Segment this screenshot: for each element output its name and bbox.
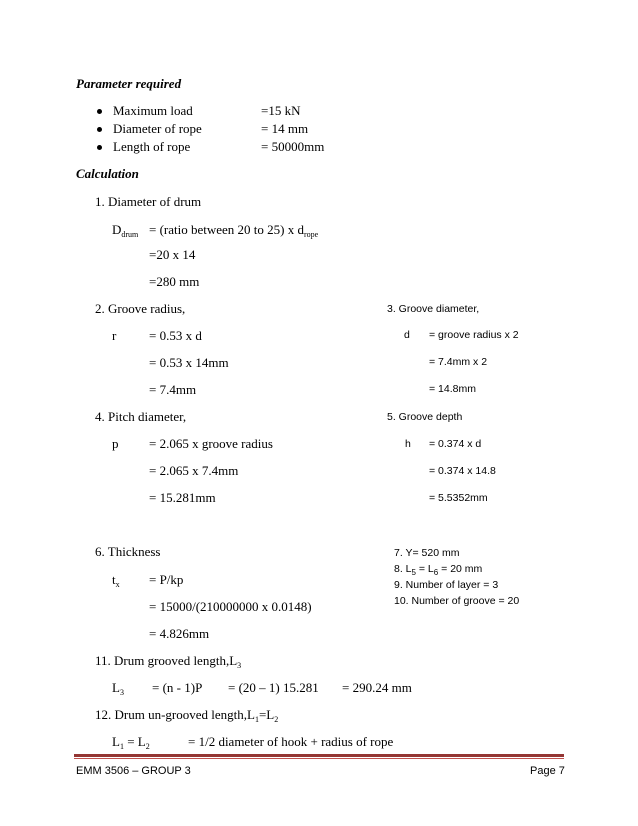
formula-variable — [112, 572, 120, 589]
formula-line: = (20 – 1) 15.281 — [228, 680, 319, 695]
variable-symbol: t — [112, 572, 116, 587]
param-value: = 50000mm — [261, 139, 325, 154]
step-title — [95, 653, 242, 670]
variable-subscript: drum — [121, 230, 139, 239]
list-subscript: 5 — [411, 568, 416, 577]
variable-symbol: = L — [123, 734, 146, 749]
formula-line: = 4.826mm — [149, 626, 210, 641]
title-text: 12. Drum un-grooved length,L — [95, 707, 255, 722]
bullet-icon — [97, 145, 102, 150]
bullet-icon — [97, 109, 102, 114]
formula-variable: h — [405, 438, 411, 450]
calculation-heading: Calculation — [76, 166, 139, 181]
formula-line: = 7.4mm x 2 — [429, 356, 488, 368]
title-subscript: 1 — [254, 715, 259, 724]
formula-line: = 15.281mm — [149, 490, 216, 505]
list-item: 9. Number of layer = 3 — [394, 579, 499, 591]
formula-variable: d — [404, 329, 410, 341]
formula-line: = 14.8mm — [429, 383, 476, 395]
formula-subscript: rope — [303, 230, 319, 239]
formula-line: = P/kp — [149, 572, 184, 587]
title-subscript: 2 — [274, 715, 279, 724]
formula-line: = 15000/(210000000 x 0.0148) — [149, 599, 312, 614]
parameter-heading: Parameter required — [76, 76, 182, 91]
formula-line: = groove radius x 2 — [429, 329, 519, 341]
list-item: 10. Number of groove = 20 — [394, 595, 520, 607]
footer-rule-thick — [74, 754, 564, 757]
param-value: =15 kN — [261, 103, 301, 118]
formula-line: = 5.5352mm — [429, 492, 488, 504]
list-subscript: 6 — [433, 568, 439, 577]
step-title: 6. Thickness — [95, 544, 161, 559]
list-text: = L — [415, 563, 434, 575]
list-item: 7. Y= 520 mm — [394, 547, 460, 559]
title-subscript: 3 — [237, 661, 242, 670]
page-number: Page 7 — [530, 765, 565, 777]
footer-left-text: EMM 3506 – GROUP 3 — [76, 765, 191, 777]
step-title: 1. Diameter of drum — [95, 194, 202, 209]
formula-line: = 2.065 x groove radius — [149, 436, 273, 451]
formula-variable — [112, 222, 139, 239]
formula-line: = 0.53 x d — [149, 328, 202, 343]
formula-text: = (ratio between 20 to 25) x d — [149, 222, 304, 237]
formula-line: = 7.4mm — [149, 382, 197, 397]
variable-subscript: 3 — [119, 688, 124, 697]
formula-line: = 2.065 x 7.4mm — [149, 463, 239, 478]
variable-symbol: L — [112, 734, 120, 749]
list-text: = 20 mm — [438, 563, 483, 575]
variable-symbol: D — [112, 222, 122, 237]
step-title — [95, 707, 279, 724]
list-text: 8. L — [394, 563, 412, 575]
formula-line: = 0.53 x 14mm — [149, 355, 229, 370]
bullet-icon — [97, 127, 102, 132]
list-item — [394, 564, 482, 575]
title-text: =L — [258, 707, 275, 722]
param-label: Length of rope — [113, 139, 191, 154]
param-label: Diameter of rope — [113, 121, 202, 136]
param-value: = 14 mm — [261, 121, 309, 136]
formula-result: = 290.24 mm — [342, 680, 412, 695]
step-title: 5. Groove depth — [387, 411, 463, 423]
formula-variable: p — [112, 436, 119, 451]
step-title: 2. Groove radius, — [95, 301, 186, 316]
formula-line: =280 mm — [149, 274, 200, 289]
variable-symbol: L — [112, 680, 120, 695]
variable-subscript: x — [115, 580, 120, 589]
footer-rule-thin — [74, 758, 564, 759]
step-title: 4. Pitch diameter, — [95, 409, 187, 424]
formula-variable — [112, 734, 150, 751]
step-title: 3. Groove diameter, — [387, 303, 480, 315]
formula-line: = 0.374 x d — [429, 438, 482, 450]
variable-subscript: 2 — [145, 742, 150, 751]
formula-line: = (n - 1)P — [152, 680, 203, 695]
formula-line: =20 x 14 — [149, 247, 196, 262]
title-text: 11. Drum grooved length,L — [95, 653, 238, 668]
formula-line — [149, 222, 319, 239]
param-label: Maximum load — [113, 103, 193, 118]
formula-line: = 0.374 x 14.8 — [429, 465, 496, 477]
formula-variable: r — [112, 328, 117, 343]
variable-subscript: 1 — [119, 742, 124, 751]
formula-line: = 1/2 diameter of hook + radius of rope — [188, 734, 394, 749]
formula-variable — [112, 680, 124, 697]
